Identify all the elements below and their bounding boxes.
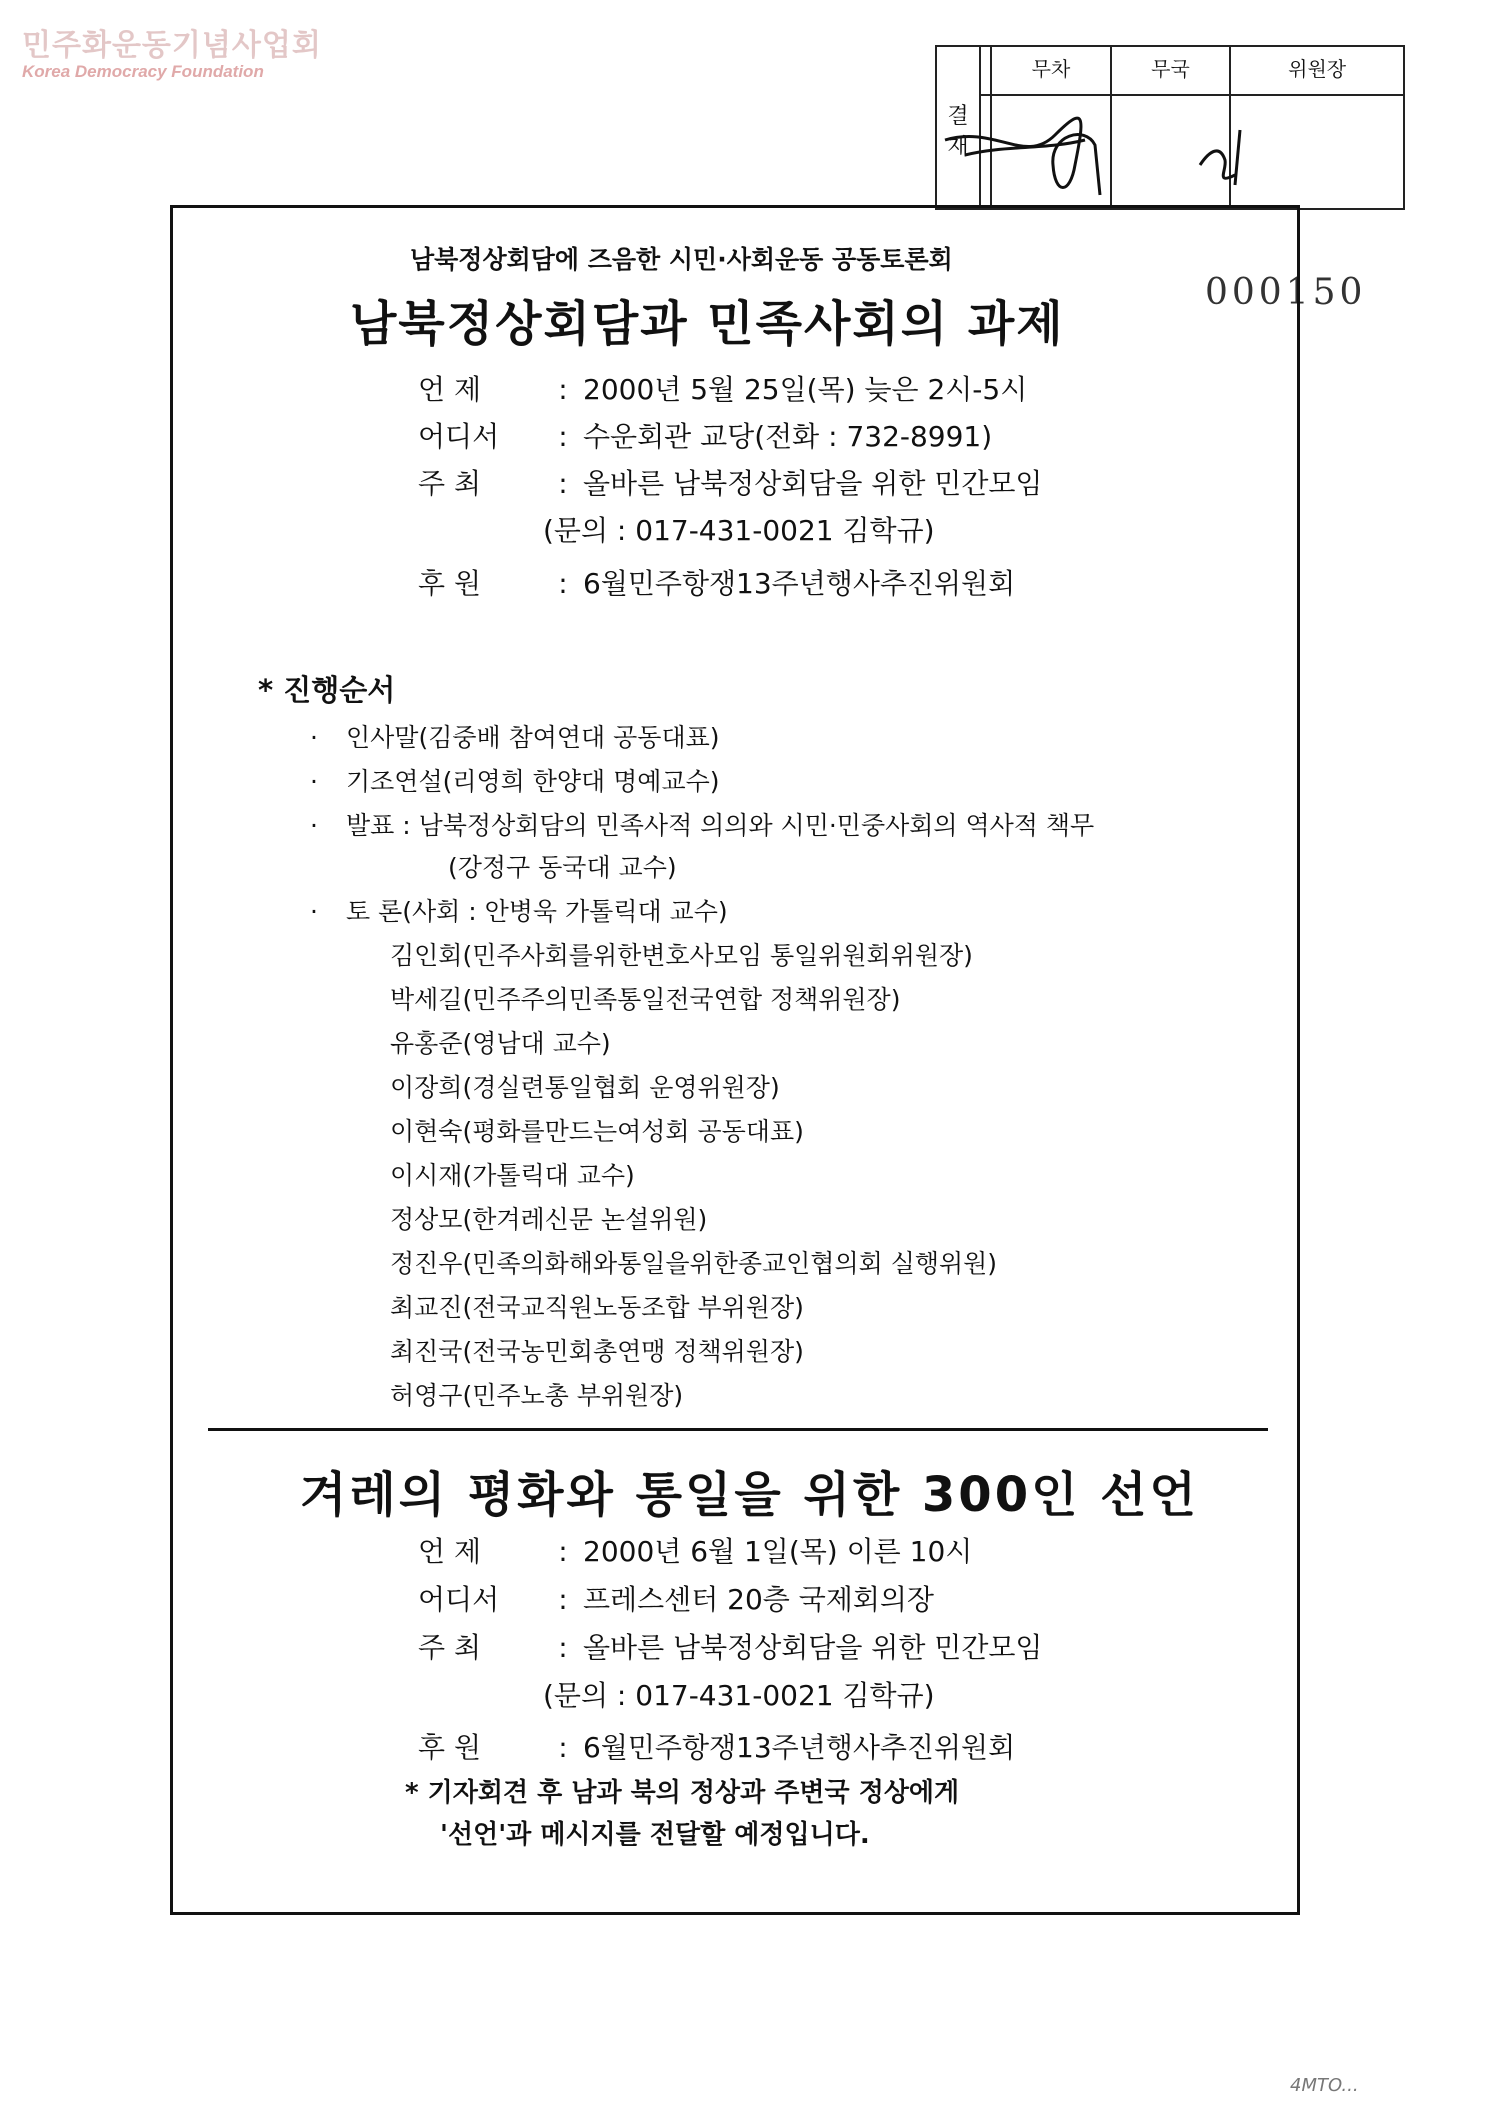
document-number: 000150 [1205,272,1367,313]
approval-stamp-box [935,45,1405,210]
program-item: · 기조연설(리영희 한양대 명예교수) [310,767,720,796]
panelist: 김인회(민주사회를위한변호사모임 통일위원회위원장) [390,941,973,970]
event1-info-contact: (문의 : 017-431-0021 김학규) [543,514,935,547]
event1-info-date: 언 제 : 2000년 5월 25일(목) 늦은 2시-5시 [418,373,1028,406]
program-heading: * 진행순서 [258,673,396,707]
panelist: 이장희(경실련통일협회 운영위원장) [390,1073,780,1102]
panelist: 정상모(한겨레신문 논설위원) [390,1205,708,1234]
panelist: 허영구(민주노총 부위원장) [390,1381,684,1410]
event1-info-place: 어디서 : 수운회관 교당(전화 : 732-8991) [418,420,993,453]
program-item-continuation: (강정구 동국대 교수) [448,853,677,882]
approval-side-label: 결재 [936,46,980,209]
watermark-english: Korea Democracy Foundation [22,62,264,81]
event2-note-line2: '선언'과 메시지를 전달할 예정입니다. [440,1820,870,1850]
program-item: · 발표 : 남북정상회담의 민족사적 의의와 시민·민중사회의 역사적 책무 [310,811,1095,840]
event2-info-date: 언 제 : 2000년 6월 1일(목) 이른 10시 [418,1535,973,1568]
event2-info-sponsor: 후 원 : 6월민주항쟁13주년행사추진위원회 [418,1731,1016,1764]
program-item: · 토 론(사회 : 안병욱 가톨릭대 교수) [310,897,728,926]
panelist: 이시재(가톨릭대 교수) [390,1161,635,1190]
event1-title: 남북정상회담과 민족사회의 과제 [350,296,1065,352]
event2-info-contact: (문의 : 017-431-0021 김학규) [543,1679,935,1712]
event2-note-line1: * 기자회견 후 남과 북의 정상과 주변국 정상에게 [405,1778,960,1808]
event2-title: 겨레의 평화와 통일을 위한 300인 선언 [300,1467,1199,1523]
event1-info-sponsor: 후 원 : 6월민주항쟁13주년행사추진위원회 [418,567,1016,600]
event1-info-host: 주 최 : 올바른 남북정상회담을 위한 민간모임 [418,467,1043,500]
panelist: 박세길(민주주의민족통일전국연합 정책위원장) [390,985,901,1014]
event2-info-place: 어디서 : 프레스센터 20층 국제회의장 [418,1583,934,1616]
section-divider [208,1428,1268,1431]
approval-col-2: 무국 [1111,46,1231,95]
event1-subtitle: 남북정상회담에 즈음한 시민·사회운동 공동토론회 [410,245,953,274]
watermark-korean: 민주화운동기념사업회 [22,28,322,63]
handwritten-signature [935,45,1405,210]
approval-col-1: 무차 [991,46,1111,95]
panelist: 이현숙(평화를만드는여성회 공동대표) [390,1117,804,1146]
program-item: · 인사말(김중배 참여연대 공동대표) [310,723,720,752]
panelist: 최진국(전국농민회총연맹 정책위원장) [390,1337,804,1366]
approval-col-3: 위원장 [1230,46,1404,95]
panelist: 유홍준(영남대 교수) [390,1029,611,1058]
event2-info-host: 주 최 : 올바른 남북정상회담을 위한 민간모임 [418,1631,1043,1664]
panelist: 최교진(전국교직원노동조합 부위원장) [390,1293,804,1322]
panelist: 정진우(민족의화해와통일을위한종교인협의회 실행위원) [390,1249,998,1278]
footer-mark: 4MTO... [1290,2075,1359,2096]
